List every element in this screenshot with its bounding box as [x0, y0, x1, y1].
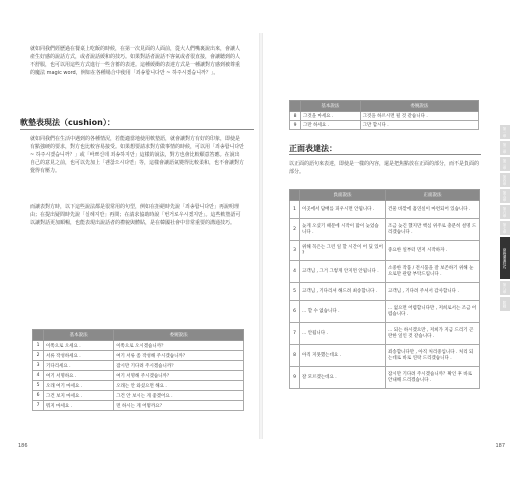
- row-number: 7: [33, 401, 44, 411]
- chapter-tab: 第八章: [500, 281, 510, 295]
- polite-cell: 오래는 안 와셨으면 해요 .: [114, 381, 244, 391]
- basic-cell: 그건 보지 마세요 .: [44, 391, 114, 401]
- table-row: [290, 301, 480, 323]
- page-number-right: 187: [495, 443, 505, 449]
- chapter-tab: 第四章: [500, 173, 510, 187]
- section-divider: [20, 129, 254, 130]
- table-header-index: [290, 190, 300, 201]
- row-number: 3: [290, 241, 300, 261]
- row-number: 1: [33, 341, 44, 351]
- basic-cell: 그것을 마세요 .: [301, 112, 361, 121]
- negative-cell: 아직 지못했는데요 .: [300, 345, 386, 367]
- negative-cell: ... 안됩니다 .: [300, 323, 386, 345]
- negative-cell: 늦게 오셨기 때문에 시작이 많이 늦었습니다 .: [300, 219, 386, 241]
- intro-paragraph: 就如同我們經歷過在餐桌上吃飯的時候，在第一次見面的人面前，從大人們嘴裏說出來，會讓人產生好感的說話方式，或者說話緩和的技巧。如果對話者說話不客氣或者很直接，會讓聽到的人不舒服，也可以用這些方式進行一些含蓄的表達。這種緩衝的表達方式是一種讓對方感到被尊重的魔法 magic word，例如在各種場合中使用「죄송합니다만 ~ 하주시겠습니까？」。: [30, 46, 241, 76]
- cushion-paragraph-1: 就如同我們在生活中遇到的各種情況，若能適當地使用軟墊語，就會讓對方有好的印象，即使是有點強硬的要求，對方也比較容易接受。如果想要請求對方做事情的時候，可以用「죄송합니다만 ~ 하주시겠습니까？」或「바쁘신데 죄송하지만」這樣的說法，對方也會比較願意答應。在說出自己的意見之前，也可以先加上「괜찮으시다면」等，這樣會讓語氣變得比較柔和，也不會讓對方覺得有壓力。: [30, 136, 244, 174]
- table-header-index: [33, 330, 44, 341]
- row-number: 6: [33, 391, 44, 401]
- positive-cell: 조금 늦긴 했지만 핵심 위주로 충분히 설명 드리겠습니다 .: [386, 219, 480, 241]
- chapter-tab: 附錄: [500, 297, 510, 311]
- table-row: [290, 121, 479, 130]
- row-number: 7: [290, 323, 300, 345]
- chapter-tab: 第五章: [500, 189, 510, 203]
- table-header-row: [33, 330, 244, 341]
- row-number: 9: [290, 121, 301, 130]
- polite-cell: 여기 서류 좀 작성해 주시겠습니까？: [114, 351, 244, 361]
- row-number: 4: [290, 261, 300, 283]
- chapter-tab: 第二章: [500, 141, 510, 155]
- table-row: [33, 381, 244, 391]
- table-header-positive: 正面說法: [386, 190, 480, 201]
- polite-cell: 그것을 하르시면 될 것 같습니다 .: [360, 112, 478, 121]
- left-page: [14, 33, 260, 449]
- table-row: [290, 345, 480, 367]
- table-row: [290, 241, 480, 261]
- negative-cell: 이곳에서 담배를 피우시면 안됩니다 .: [300, 201, 386, 219]
- positive-cell: 중요한 일부터 먼저 시작하자 .: [386, 241, 480, 261]
- table-row: [290, 261, 480, 283]
- table-row: [290, 112, 479, 121]
- positive-cell: ... 되는 하시겠으만 , 저희가 지금 드리기 곤란한 일인 것 같습니다 .: [386, 323, 480, 345]
- table-header-index: [290, 101, 301, 112]
- table-row: [33, 391, 244, 401]
- table-header-negative: 負面說法: [300, 190, 386, 201]
- chapter-tab-active: 商務溝通技巧: [500, 237, 510, 279]
- positive-cell: 고객님 , 기다려 주셔서 감사합니다 .: [386, 283, 480, 301]
- row-number: 3: [33, 361, 44, 371]
- cushion-paragraph-2: 而讓表對方時，以下這些說法都是很常用的句型，例如在拒絕時先說「죄송합니다만」再說明理由；在提出疑問時先說「실례지만」再問；在請求協助時說「번거로우시겠지만」。這些軟墊語可以讓對話更加順暢，也能表現出說話者的禮貌與體貼，是在韓國社會中非常重要的溝通技巧。: [30, 204, 241, 226]
- cushion-table: [32, 329, 244, 411]
- table-row: [290, 367, 480, 389]
- basic-cell: 기다리세요 .: [44, 361, 114, 371]
- table-header-row: [290, 190, 480, 201]
- basic-cell: 뭐지 마세요 .: [44, 401, 114, 411]
- table-row: [33, 361, 244, 371]
- table-row: [290, 201, 480, 219]
- polite-cell: 여기 서명해 주시겠습니까？: [114, 371, 244, 381]
- table-row: [290, 219, 480, 241]
- positive-cell: ... 없으면 어렵합니다만 , 저희로서는 조금 어렵습니다 .: [386, 301, 480, 323]
- polite-cell: 이쪽으로 오시겠습니까？: [114, 341, 244, 351]
- polite-cell: 그건 안 보시는 게 좋겠어요 .: [114, 391, 244, 401]
- chapter-tabs: [500, 125, 510, 313]
- negative-cell: 고객님 , 그거 그렇게 안지면 안됩니다 .: [300, 261, 386, 283]
- table-row: [290, 323, 480, 345]
- table-header-polite: 委婉說法: [360, 101, 478, 112]
- basic-cell: 여기 서명하요 .: [44, 371, 114, 381]
- negative-cell: 고객님 , 기다리셔 해드려 최송합니다 .: [300, 283, 386, 301]
- row-number: 6: [290, 301, 300, 323]
- section-divider: [289, 154, 481, 155]
- table-row: [33, 401, 244, 411]
- chapter-tab: 第六章: [500, 205, 510, 219]
- table-header-polite: 委婉說法: [114, 330, 244, 341]
- positive-paragraph: 以正面的語句來表達，即使是一樣的內容，還是把焦點放在正面的部分，而不是負面的部分。: [289, 161, 480, 175]
- table-header-row: [290, 101, 479, 112]
- table-header-basic: 基本說法: [301, 101, 361, 112]
- row-number: 5: [33, 381, 44, 391]
- negative-cell: 위해 꼭은는 그런 일 할 시간이 어 딨 있어 ?: [300, 241, 386, 261]
- row-number: 2: [33, 351, 44, 361]
- positive-cell: 잠시만 기다려 주시겠습니까？확인 후 바로 안내해 드리겠습니다 .: [386, 367, 480, 389]
- row-number: 8: [290, 345, 300, 367]
- table-row: [33, 351, 244, 361]
- negative-cell: ... 할 수 없습니다 .: [300, 301, 386, 323]
- cushion-table-continued: [289, 100, 479, 130]
- polite-cell: 그만 합시다 .: [360, 121, 478, 130]
- positive-cell: 건물 바깥에 흡연실이 마련되어 있습니다 .: [386, 201, 480, 219]
- row-number: 2: [290, 219, 300, 241]
- row-number: 4: [33, 371, 44, 381]
- table-row: [33, 371, 244, 381]
- chapter-tab: 第三章: [500, 157, 510, 171]
- row-number: 1: [290, 201, 300, 219]
- basic-cell: 오래 여기 마세요 .: [44, 381, 114, 391]
- negative-cell: 잘 모르겠는데요 .: [300, 367, 386, 389]
- polite-cell: 먼 하시는 게 어떻까요？: [114, 401, 244, 411]
- row-number: 8: [290, 112, 301, 121]
- row-number: 9: [290, 367, 300, 389]
- page-number-left: 186: [18, 443, 28, 449]
- basic-cell: 서류 작성하세요 .: [44, 351, 114, 361]
- positive-table: [289, 189, 480, 389]
- right-page: [263, 33, 511, 449]
- section-title-positive: 正面表達法：: [289, 144, 337, 153]
- chapter-tab: 第一章: [500, 125, 510, 139]
- chapter-tab: 第七章: [500, 221, 510, 235]
- polite-cell: 잠시만 기다려 주시겠습니까？: [114, 361, 244, 371]
- table-row: [290, 283, 480, 301]
- table-header-basic: 基本說法: [44, 330, 114, 341]
- positive-cell: 소중한 작품 / 전시품을 잘 보존하기 위해 눈으로만 관람 부탁드립니다 .: [386, 261, 480, 283]
- basic-cell: 이쪽으로 오세요 .: [44, 341, 114, 351]
- table-row: [33, 341, 244, 351]
- section-title-cushion: 軟墊表現法（cushion）：: [20, 118, 115, 127]
- positive-cell: 죄송합니다만 , 아직 처리중입니다 . 처리 되는데로 바로 연락 드리겠습니다 .: [386, 345, 480, 367]
- basic-cell: 그만 하세요 .: [301, 121, 361, 130]
- row-number: 5: [290, 283, 300, 301]
